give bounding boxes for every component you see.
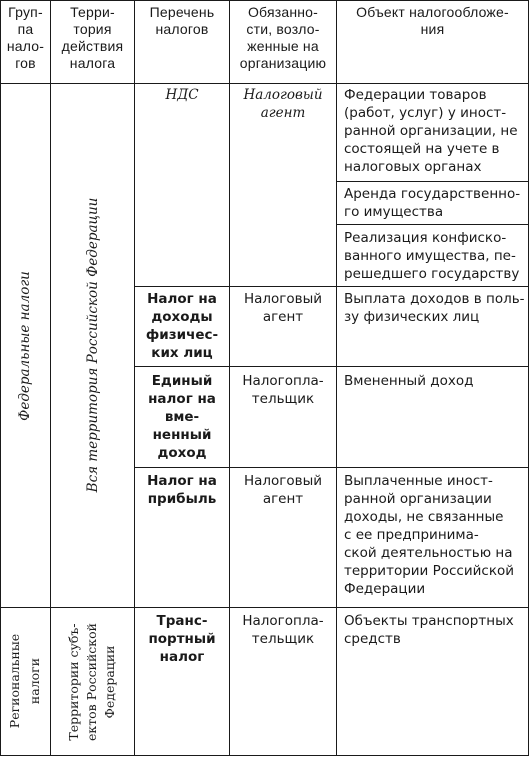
tax-object: Объекты транспортных средств: [344, 613, 514, 647]
duty: Налогопла- тельщик: [242, 373, 324, 407]
tax-name: НДС: [165, 87, 199, 103]
table-border-left: [0, 0, 1, 756]
tax-object: Реализация конфиско- ванного имущества, пе- решедшего государству: [344, 230, 520, 282]
group-federal: Федеральные налоги: [17, 271, 33, 421]
tax-object: Аренда государственно- го имущества: [344, 186, 521, 220]
column-divider: [50, 0, 51, 756]
duty: Налоговый агент: [243, 291, 323, 325]
tax-name: Налог на прибыль: [147, 473, 217, 507]
table-border-top: [0, 0, 529, 1]
tax-object: Выплата доходов в поль- зу физических лиц: [344, 291, 525, 325]
row-divider: [134, 366, 529, 367]
header-duties: Обязанно- сти, возло- женные на организацию: [239, 4, 327, 71]
header-object: Объект налогообложе- ния: [356, 4, 509, 37]
tax-object: Федерации товаров (работ, услуг) у иност- ранной организации, не состоящей на учете в налоговых органах: [344, 87, 518, 175]
duty: Налогопла- тельщик: [242, 613, 324, 647]
tax-name: Налог на доходы физичес- ких лиц: [145, 291, 219, 361]
territory-regional: Территории субъ- ектов Российской Федерации: [66, 623, 117, 741]
group-regional: Региональные налоги: [7, 633, 42, 729]
header-group: Груп- па нало- гов: [6, 4, 45, 71]
row-divider: [336, 181, 529, 182]
header-tax-list: Перечень налогов: [149, 4, 215, 37]
row-divider: [134, 467, 529, 468]
territory-federal: Вся территория Российской Федерации: [85, 197, 101, 493]
tax-object: Вмененный доход: [344, 373, 474, 389]
column-divider: [336, 0, 337, 756]
row-divider: [336, 224, 529, 225]
tax-name: Транс- портный налог: [148, 613, 216, 665]
header-divider: [0, 83, 529, 84]
duty: Налоговый агент: [243, 473, 323, 507]
tax-name: Единый налог на вме- ненный доход: [148, 373, 216, 461]
duty: Налоговый агент: [243, 87, 323, 121]
tax-object: Выплаченные иност- ранной организации доходы, не связанные с ее предпринима- ской деятельностью на территории Российской Федерации: [344, 473, 515, 597]
row-divider: [134, 286, 529, 287]
header-territory: Терри- тория действия налога: [61, 4, 124, 71]
